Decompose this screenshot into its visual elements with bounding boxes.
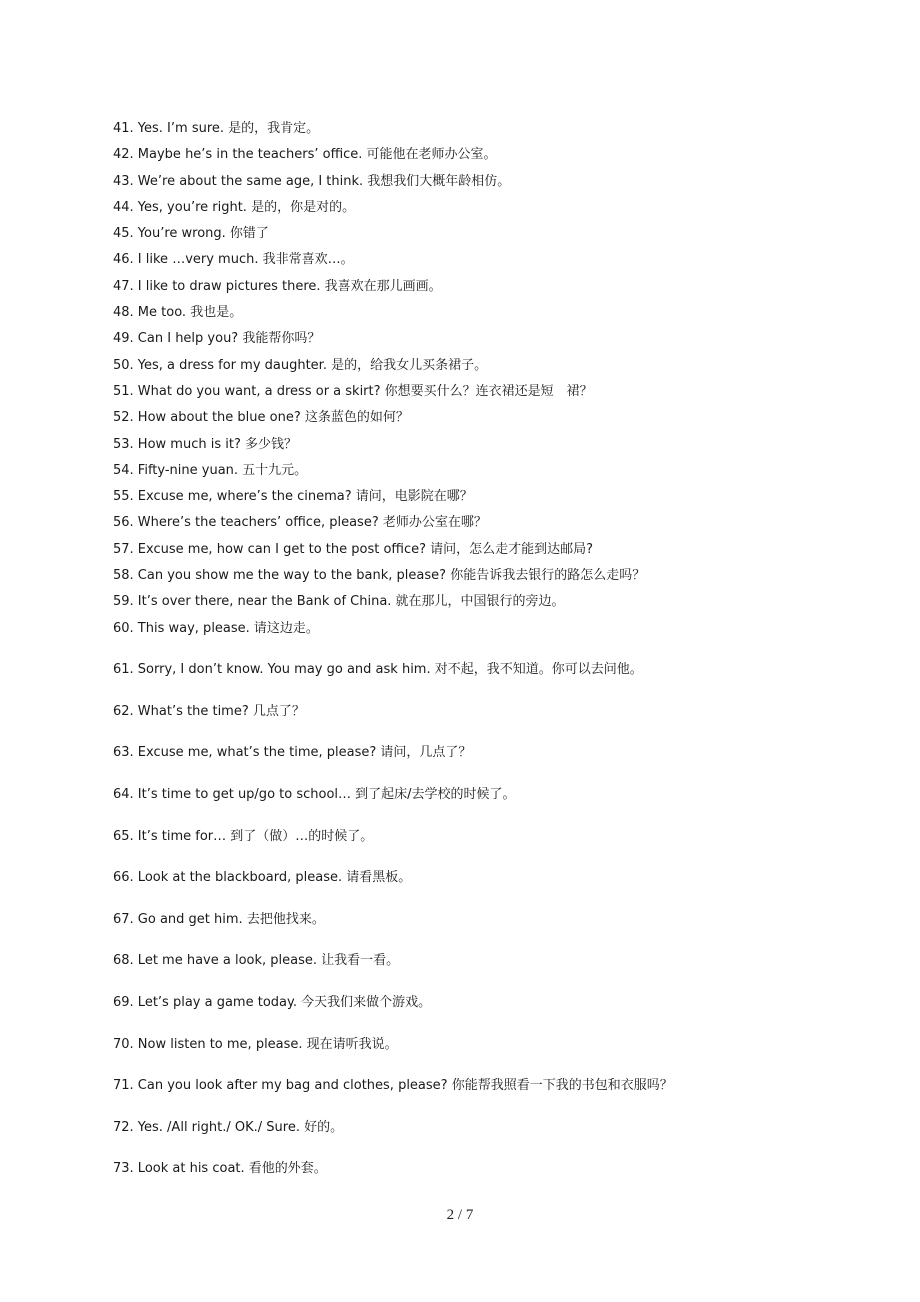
list-item: 61. Sorry, I don’t know. You may go and ask him. 对不起，我不知道。你可以去问他。 <box>113 662 643 678</box>
list-item: 64. It’s time to get up/go to school… 到了起床/去学校的时候了。 <box>113 787 516 803</box>
list-item: 42. Maybe he’s in the teachers’ office. 可能他在老师办公室。 <box>113 147 497 163</box>
list-item: 53. How much is it? 多少钱？ <box>113 436 297 452</box>
list-item: 48. Me too. 我也是。 <box>113 305 243 321</box>
list-item: 57. Excuse me, how can I get to the post office? 请问，怎么走才能到达邮局? <box>113 541 594 557</box>
list-item: 71. Can you look after my bag and clothes, please? 你能帮我照看一下我的书包和衣服吗？ <box>113 1078 673 1094</box>
list-item: 54. Fifty-nine yuan. 五十九元。 <box>113 462 308 478</box>
phrase-list <box>113 119 813 1179</box>
list-item: 66. Look at the blackboard, please. 请看黑板。 <box>113 870 412 886</box>
list-item: 49. Can I help you? 我能帮你吗？ <box>113 331 321 347</box>
list-item: 72. Yes. /All right./ OK./ Sure. 好的。 <box>113 1119 344 1135</box>
list-item: 68. Let me have a look, please. 让我看一看。 <box>113 953 400 969</box>
list-item: 41. Yes. I’m sure. 是的，我肯定。 <box>113 121 320 136</box>
list-item: 60. This way, please. 请这边走。 <box>113 620 319 636</box>
list-item: 65. It’s time for… 到了（做）…的时候了。 <box>113 828 374 844</box>
list-item: 45. You’re wrong. 你错了 <box>113 226 269 242</box>
list-item: 70. Now listen to me, please. 现在请听我说。 <box>113 1036 398 1052</box>
list-item: 62. What’s the time? 几点了？ <box>113 703 305 719</box>
list-item: 59. It’s over there, near the Bank of China. 就在那儿，中国银行的旁边。 <box>113 594 565 610</box>
list-item: 73. Look at his coat. 看他的外套。 <box>113 1161 327 1177</box>
list-item: 44. Yes, you’re right. 是的，你是对的。 <box>113 199 356 215</box>
list-item: 56. Where’s the teachers’ office, please? 老师办公室在哪？ <box>113 515 487 531</box>
list-item: 47. I like to draw pictures there. 我喜欢在那儿画画。 <box>113 278 442 294</box>
list-item: 43. We’re about the same age, I think. 我想我们大概年龄相仿。 <box>113 173 511 189</box>
list-item: 55. Excuse me, where’s the cinema? 请问，电影院在哪？ <box>113 489 473 505</box>
list-item: 69. Let’s play a game today. 今天我们来做个游戏。 <box>113 994 432 1010</box>
list-item: 51. What do you want, a dress or a skirt? 你想要买什么？连衣裙还是短 裙？ <box>113 383 593 399</box>
list-item: 58. Can you show me the way to the bank, please? 你能告诉我去银行的路怎么走吗？ <box>113 568 646 584</box>
list-item: 46. I like …very much. 我非常喜欢…。 <box>113 252 354 268</box>
list-item: 67. Go and get him. 去把他找来。 <box>113 911 325 927</box>
page-number: 2 / 7 <box>446 1207 474 1223</box>
list-item: 50. Yes, a dress for my daughter. 是的，给我女儿买条裙子。 <box>113 357 488 373</box>
list-item: 63. Excuse me, what’s the time, please? 请问，几点了？ <box>113 745 472 761</box>
list-item: 52. How about the blue one? 这条蓝色的如何？ <box>113 410 409 426</box>
